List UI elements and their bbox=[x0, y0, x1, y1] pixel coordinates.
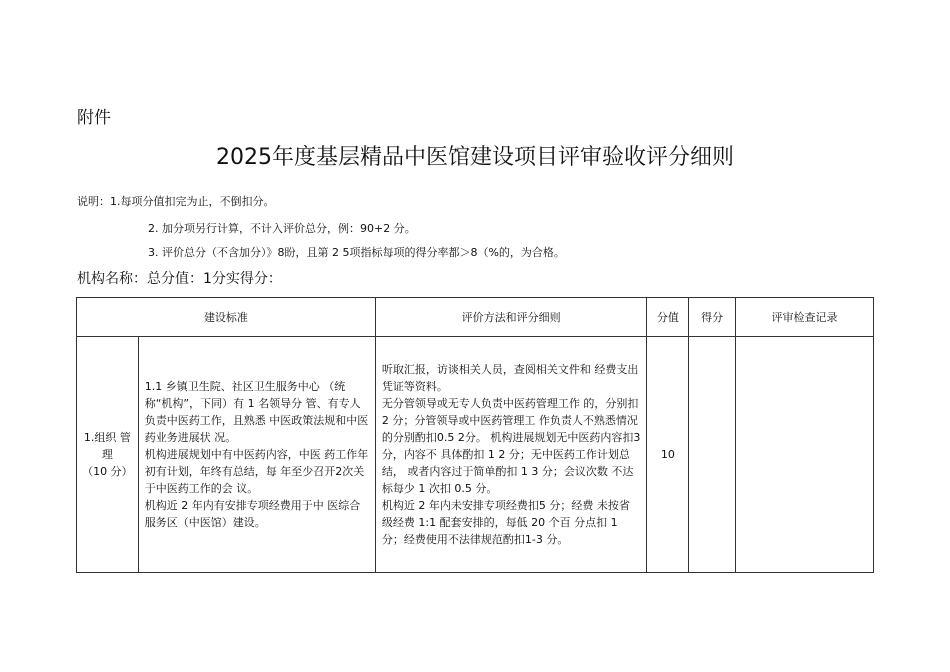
method-item: 机构近 2 年内未安排专项经费扣5 分；经费 未按省级经费 1:1 配套安排的，每低 20 个百 分点扣 1 分；经费使用不法律规范酌扣1-3 分。 bbox=[381, 499, 630, 546]
header-standard: 建设标准 bbox=[77, 298, 376, 337]
header-obtained: 得分 bbox=[689, 298, 736, 337]
header-method: 评价方法和评分细则 bbox=[375, 298, 647, 337]
method-item: 听取汇报，访谈相关人员，查阅相关文件和 经费支出凭证等资料。 bbox=[381, 363, 639, 393]
note-2: 2. 加分项另行计算，不计入评价总分，例：90+2 分。 bbox=[148, 222, 416, 235]
header-score: 分值 bbox=[647, 298, 689, 337]
method-cell bbox=[375, 337, 647, 573]
header-record: 评审检查记录 bbox=[735, 298, 873, 337]
obtained-score-cell[interactable] bbox=[689, 337, 736, 573]
note-3: 3. 评价总分（不含加分）》8盼，且第 2 5项指标每项的得分率都＞8（%的，为合格。 bbox=[148, 246, 565, 259]
table-row bbox=[77, 337, 874, 573]
table-header-row bbox=[77, 298, 874, 337]
standard-cell bbox=[138, 337, 375, 573]
standard-item: 机构近 2 年内有安排专项经费用于中 医综合服务区（中医馆）建设。 bbox=[144, 499, 361, 529]
category-points: （10 分） bbox=[82, 465, 133, 478]
org-info-line: 机构名称：总分值：1分实得分： bbox=[77, 271, 282, 287]
note-1: 说明：1.每项分值扣完为止，不倒扣分。 bbox=[77, 195, 275, 208]
annex-label: 附件 bbox=[77, 108, 111, 128]
category-cell bbox=[77, 337, 139, 573]
standard-item: 机构进展规划中有中医药内容，中医 药工作年初有计划，年终有总结，每 年至少召开2次关于中医药工作的会 议。 bbox=[144, 448, 369, 495]
review-record-cell[interactable] bbox=[735, 337, 873, 573]
standard-item: 1.1 乡镇卫生院、社区卫生服务中心 （统称“机构”，下同）有 1 名领导分 管、有专人负责中医药工作，且熟悉 中医政策法规和中医药业务进展状 况。 bbox=[144, 380, 369, 444]
scoring-table bbox=[76, 297, 874, 573]
method-item: 无分管领导或无专人负责中医药管理工作 的，分别扣2 分；分管领导或中医药管理工 作负责人不熟悉情况的分别酌扣0.5 2分。 机构进展规划无中医药内容扣3 分，内容不 具体酌扣 1 2 分；无中医药工作计划总结， 或者内容过于简单酌扣 1 3 分；会议次数 不达标每少 1 次扣 0.5 分。 bbox=[381, 397, 641, 495]
document-title: 2025年度基层精品中医馆建设项目评审验收评分细则 bbox=[216, 145, 734, 170]
score-cell: 10 bbox=[647, 337, 689, 573]
category-name: 1.组织 管理 bbox=[83, 431, 131, 461]
